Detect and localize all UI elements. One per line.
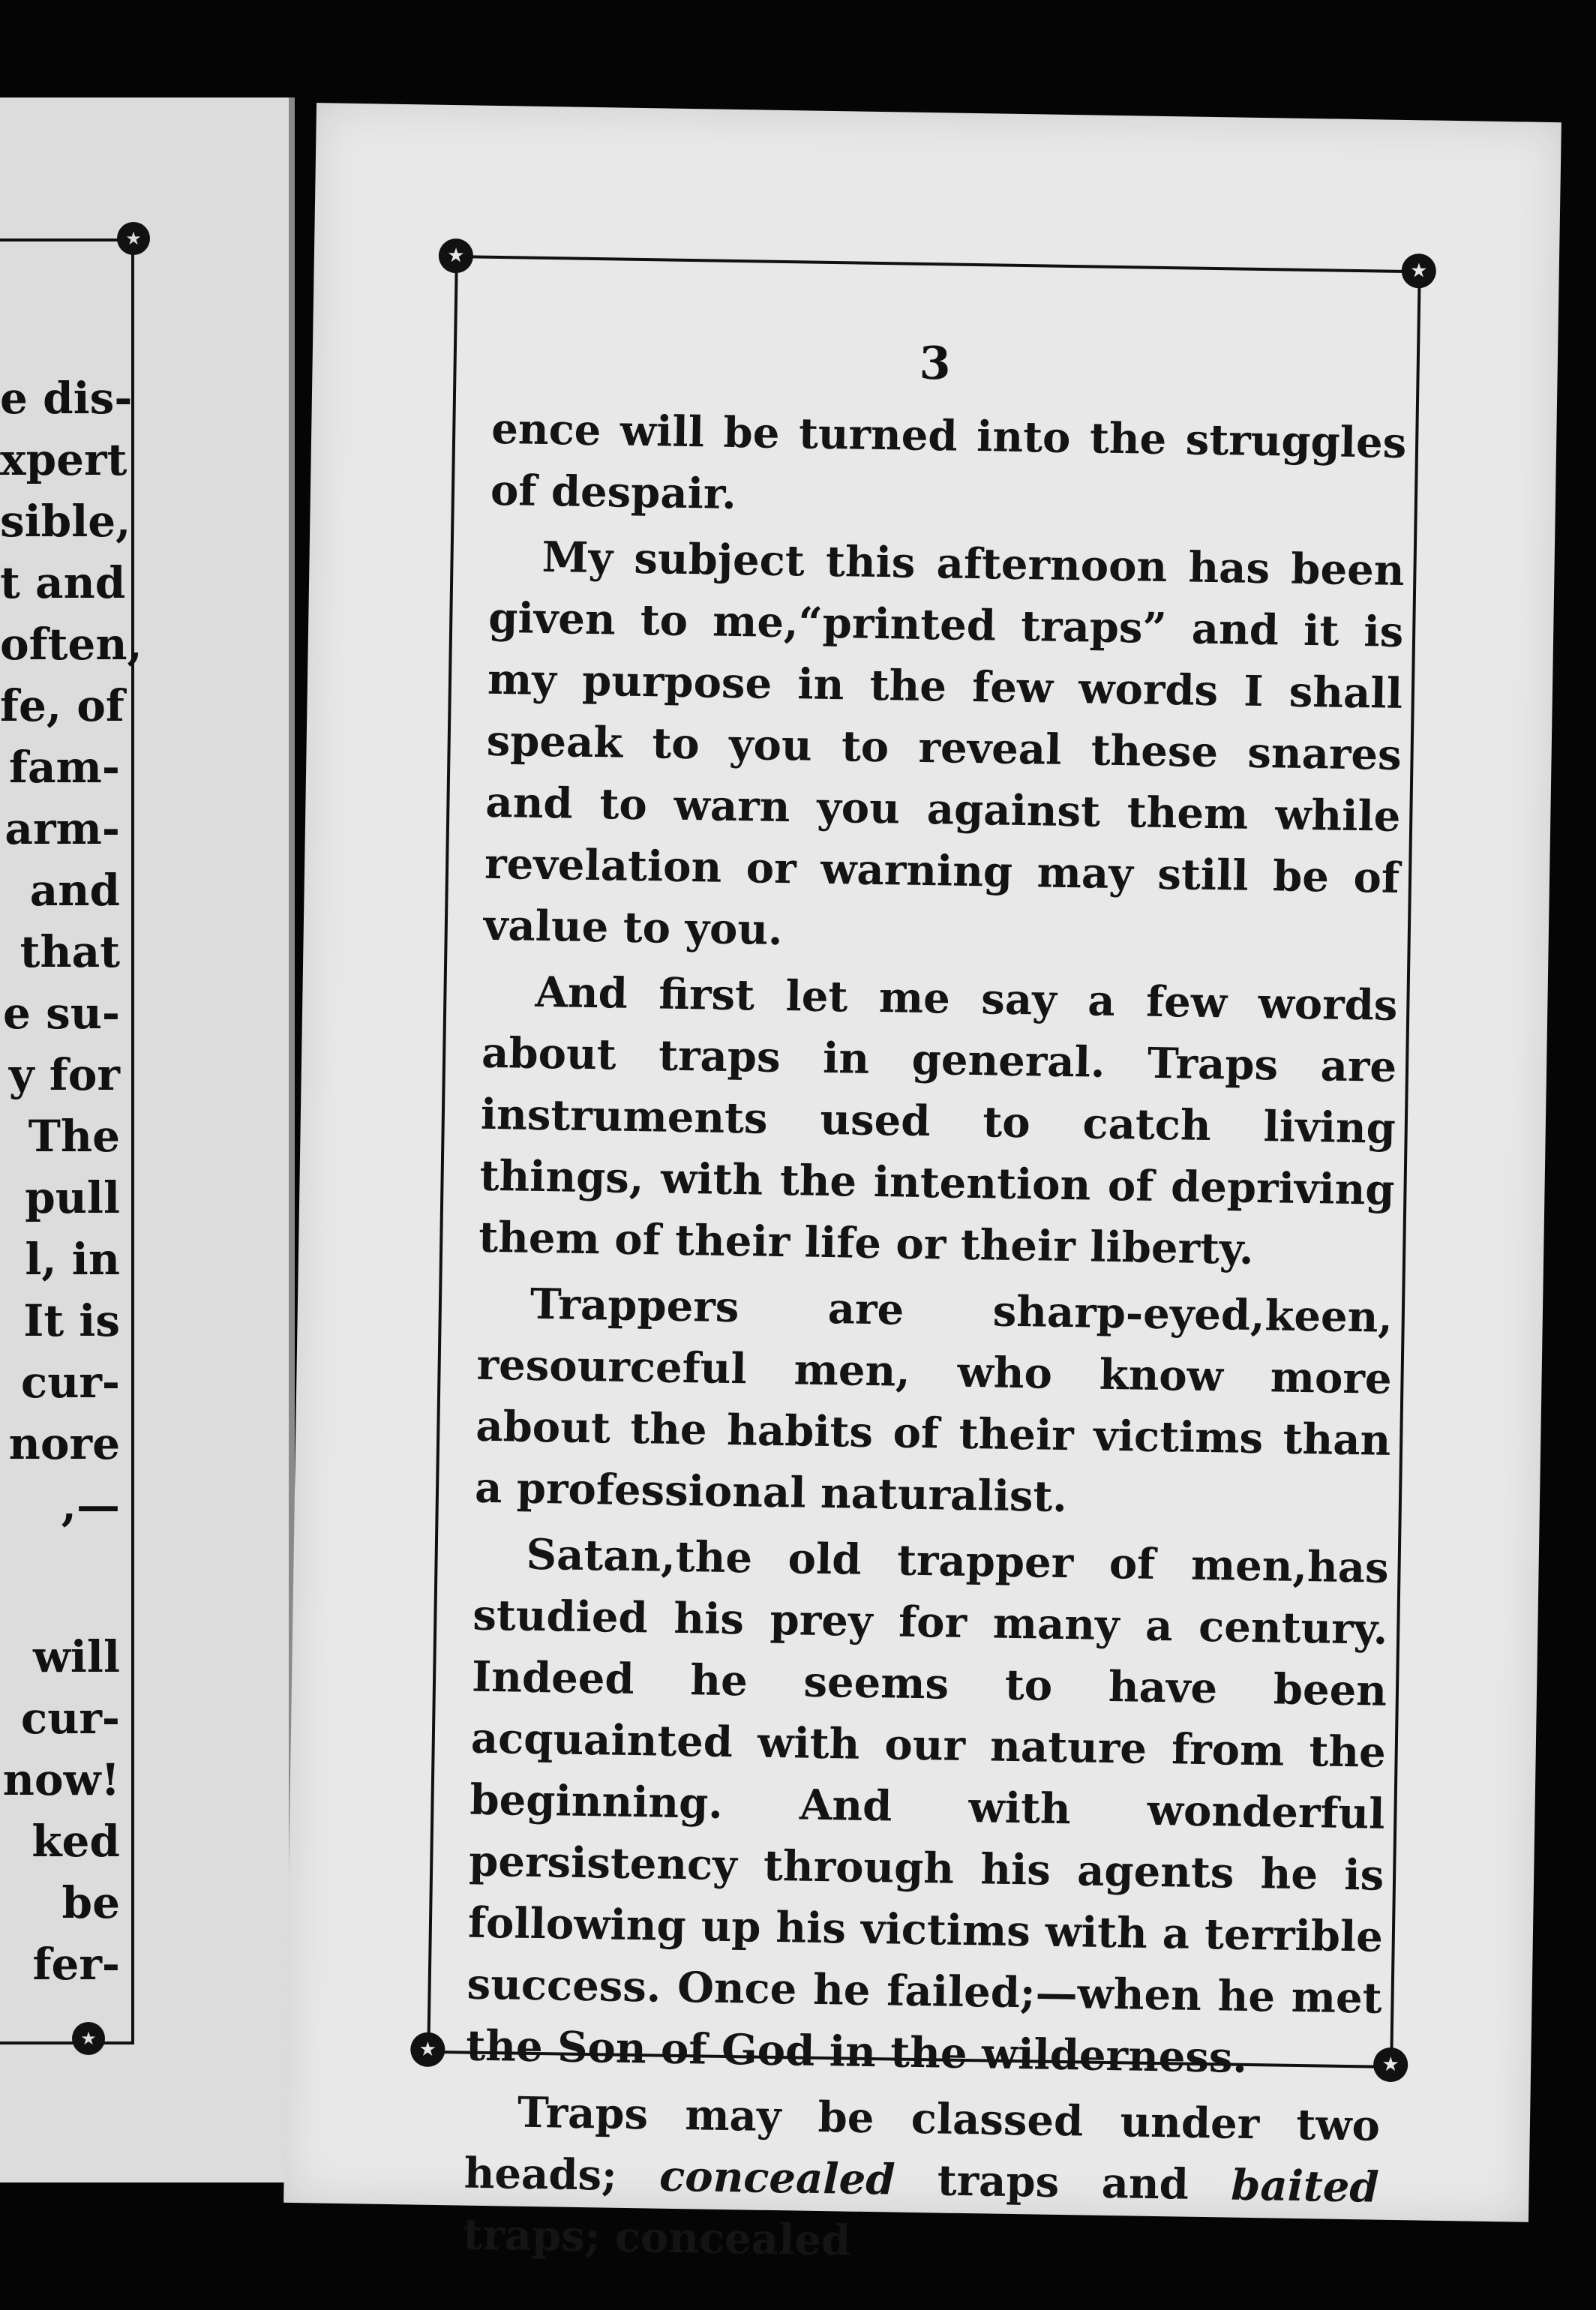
text-line: ked [32, 1816, 120, 1867]
previous-page-text [0, 368, 142, 1995]
text-line: ,— [61, 1480, 120, 1531]
text-line: often, [0, 619, 142, 670]
paragraph: Satan,the old trapper of men,has studied his prey for many a century. Indeed he seems to have been acquainted with our nature from the beginning. And with wonderful persistency through his agents he is following up his victims with a terrible success. Once he failed;—when he met the Son of God in the wilderness. [465, 1529, 1390, 2083]
text-line [0, 1536, 120, 1626]
text-line: pull [25, 1172, 120, 1223]
text-line: sible, [0, 496, 131, 547]
star-rosette-icon: ★ [439, 238, 474, 274]
book-page [284, 103, 1562, 2266]
star-rosette-icon: ★ [72, 2022, 105, 2055]
star-rosette-icon: ★ [1401, 254, 1436, 289]
text-line: fer- [32, 1939, 120, 1990]
text-line: nore [8, 1418, 120, 1469]
text-line: The [28, 1111, 120, 1162]
text-line: t and [0, 557, 126, 608]
text-run: Traps may be classed under two heads; [464, 2087, 1381, 2201]
emphasis-concealed: concealed [658, 2151, 896, 2205]
text-line: fe, of [0, 680, 124, 731]
paragraph: ence will be turned into the struggles of despair. [490, 404, 1407, 519]
previous-page [0, 98, 295, 2182]
text-line: now! [2, 1754, 120, 1805]
paragraph: Trappers are sharp-eyed,keen, resourceful men, who know more about the habits of their victims than a professional naturalist. [474, 1279, 1394, 1522]
text-line: l, in [25, 1234, 120, 1285]
text-line: that [20, 926, 120, 977]
text-line: and [29, 865, 120, 916]
text-line: cur- [20, 1693, 120, 1744]
page-number: 3 [919, 337, 952, 391]
text-line: e dis- [0, 373, 133, 424]
paragraph [463, 2081, 1381, 2280]
emphasis-baited: baited [1230, 2160, 1380, 2212]
text-line: be [62, 1877, 120, 1928]
text-line: It is [23, 1295, 120, 1346]
text-run: traps; concealed [462, 2210, 851, 2266]
star-rosette-icon: ★ [410, 2032, 446, 2067]
text-run: traps and [894, 2155, 1232, 2210]
text-line: cur- [20, 1357, 120, 1408]
text-line: xpert [0, 434, 128, 485]
star-rosette-icon: ★ [117, 222, 150, 255]
text-line: e su- [3, 988, 120, 1039]
text-line: arm- [4, 803, 120, 854]
text-line: y for [8, 1049, 120, 1100]
star-rosette-icon: ★ [1373, 2048, 1408, 2083]
text-line: will [32, 1631, 120, 1682]
text-line: fam- [9, 742, 120, 793]
body-text [463, 398, 1407, 2284]
paragraph: My subject this afternoon has been given to me,“printed traps” and it is my purpose in the few words I shall speak to you to reveal these snares and to warn you against them while revelation or warning may still be of value to you. [483, 532, 1405, 956]
paragraph: And first let me say a few words about traps in general. Traps are instruments used to catch living things, with the intention of depriving them of their life or their liberty. [478, 967, 1398, 1274]
